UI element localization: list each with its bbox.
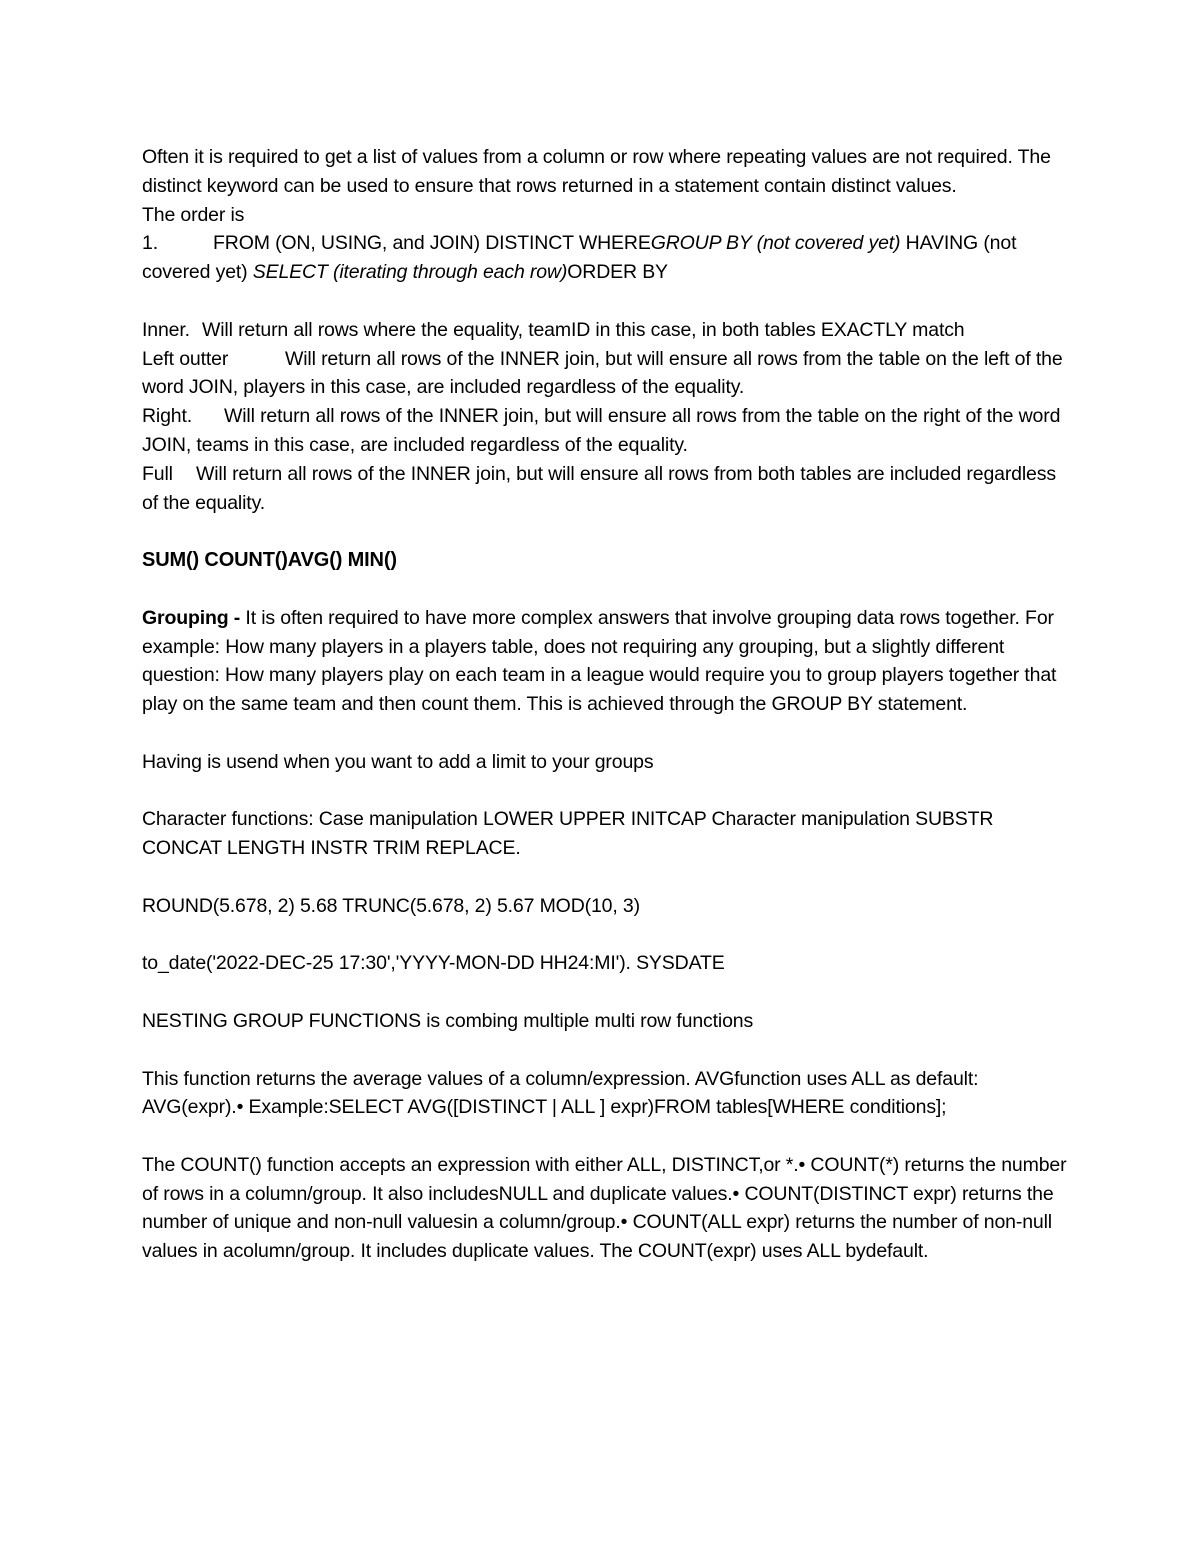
nesting-paragraph: NESTING GROUP FUNCTIONS is combing multiple multi row functions — [142, 1009, 754, 1032]
join-description: Will return all rows of the INNER join, but will ensure all rows from the table on the right of the word JOIN, teams in this case, are included regardless of the equality. — [142, 405, 1061, 456]
order-number: 1. — [142, 232, 158, 255]
join-term: Inner. — [142, 318, 190, 341]
spacer — [142, 978, 1072, 1007]
spacer — [142, 921, 1072, 950]
order-clause-order-by: ORDER BY — [567, 261, 668, 284]
spacer — [142, 517, 1072, 546]
avg-paragraph: This function returns the average values of a column/expression. AVGfunction uses ALL as default: AVG(expr).• Example:SELECT AVG([DISTINCT | ALL ] expr)FROM tables[WHERE conditions]; — [142, 1067, 979, 1119]
order-list-item — [142, 229, 1072, 287]
join-left-outer — [142, 345, 1072, 403]
join-term: Right. — [142, 405, 193, 428]
order-label: The order is — [142, 203, 245, 226]
spacer — [142, 1122, 1072, 1151]
number-functions-paragraph: ROUND(5.678, 2) 5.68 TRUNC(5.678, 2) 5.67 MOD(10, 3) — [142, 894, 640, 917]
order-clause-select: SELECT (iterating through each row) — [252, 261, 568, 284]
join-full — [142, 460, 1072, 518]
join-term: Full — [142, 462, 173, 485]
spacer — [142, 1036, 1072, 1065]
document-page — [142, 143, 1072, 1266]
join-right — [142, 402, 1072, 460]
aggregate-functions-heading: SUM() COUNT()AVG() MIN() — [142, 549, 397, 572]
grouping-text: It is often required to have more complex answers that involve grouping data rows together. For example: How many players in a players table, does not requiring any grouping, but a slightly different question: How many players play on each team in a league would require you to group players together that play on the same team and then count them. This is achieved through the GROUP BY statement. — [142, 606, 1057, 716]
join-description: Will return all rows where the equality, teamID in this case, in both tables EXACTLY match — [202, 318, 965, 341]
having-paragraph: Having is usend when you want to add a limit to your groups — [142, 750, 654, 773]
order-clause-from: FROM (ON, USING, and JOIN) DISTINCT WHERE — [213, 232, 651, 255]
join-inner — [142, 316, 1072, 345]
character-functions-paragraph: Character functions: Case manipulation LOWER UPPER INITCAP Character manipulation SUBSTR CONCAT LENGTH INSTR TRIM REPLACE. — [142, 808, 994, 860]
spacer — [142, 863, 1072, 892]
spacer — [142, 575, 1072, 604]
date-functions-paragraph: to_date('2022-DEC-25 17:30','YYYY-MON-DD HH24:MI'). SYSDATE — [142, 952, 725, 975]
grouping-paragraph — [142, 604, 1072, 719]
join-description: Will return all rows of the INNER join, but will ensure all rows from both tables are included regardless of the equality. — [142, 462, 1056, 514]
order-clause-group-by: GROUP BY (not covered yet) — [650, 232, 901, 255]
order-clause-having: HAVING (not covered yet) — [142, 232, 1017, 284]
spacer — [142, 777, 1072, 806]
spacer — [142, 719, 1072, 748]
spacer — [142, 287, 1072, 316]
join-description: Will return all rows of the INNER join, but will ensure all rows from the table on the left of the word JOIN, players in this case, are included regardless of the equality. — [142, 347, 1063, 399]
distinct-paragraph: Often it is required to get a list of values from a column or row where repeating values are not required. The distinct keyword can be used to ensure that rows returned in a statement contain distinct values. — [142, 146, 1051, 197]
join-term: Left outter — [142, 347, 229, 370]
count-paragraph: The COUNT() function accepts an expression with either ALL, DISTINCT,or *.• COUNT(*) returns the number of rows in a column/group. It also includesNULL and duplicate values.• COUNT(DISTINCT expr) returns the number of unique and non-null valuesin a column/group.• COUNT(ALL expr) returns the number of non-null values in acolumn/group. It includes duplicate values. The COUNT(expr) uses ALL bydefault. — [142, 1153, 1067, 1263]
grouping-label: Grouping - — [142, 606, 241, 629]
